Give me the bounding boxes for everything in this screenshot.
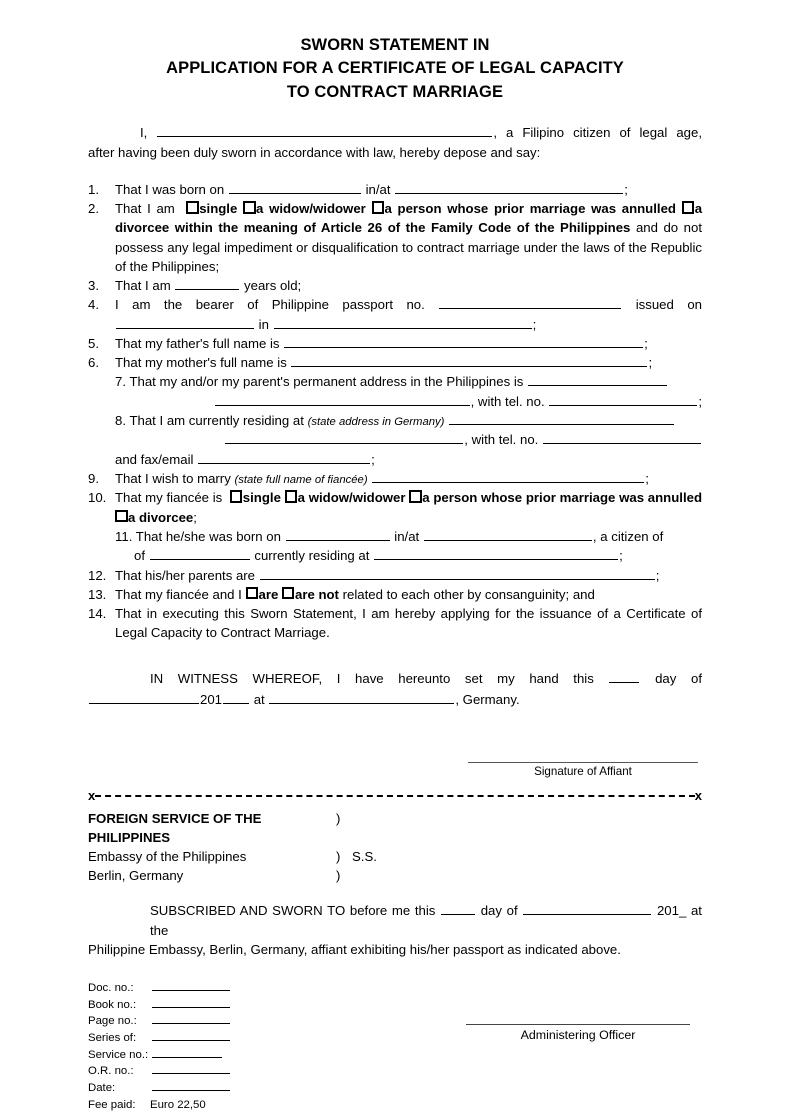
checkbox-label: a widow/widower — [297, 490, 406, 506]
subscribed-text-c: at the — [150, 902, 702, 938]
list-item-3 — [88, 276, 702, 295]
checkbox-option-fiancee-single[interactable] — [230, 490, 281, 505]
signature-line[interactable] — [468, 762, 698, 763]
blank-birth-date[interactable] — [229, 182, 361, 194]
checkbox-label: a person whose prior marriage was annulled — [384, 201, 676, 217]
witness-end: , Germany. — [455, 692, 520, 708]
blank-fiancee-residence[interactable] — [374, 548, 618, 560]
blank-passport-no[interactable] — [439, 298, 621, 310]
blank-current-tel[interactable] — [543, 433, 701, 445]
blank-permanent-address-cont[interactable] — [215, 394, 470, 406]
list-item-8 — [88, 411, 702, 469]
witness-text-b: day of — [655, 670, 702, 686]
checkbox-option-are[interactable] — [246, 587, 279, 602]
registry-label: Page no.: — [88, 1015, 137, 1028]
item-7-text-c: ; — [698, 393, 702, 409]
checkbox-icon[interactable] — [282, 587, 295, 600]
item-8-text-b: , with tel. no. — [464, 432, 539, 448]
list-item-12 — [88, 566, 702, 585]
item-2-tail: and do not possess any legal impediment or disqualification to contract marriage under the laws of the Republic of the Philippines; — [115, 220, 702, 274]
item-11-text-c: , a citizen of — [592, 529, 664, 545]
subscribed-text-b: day of — [480, 902, 518, 918]
checkbox-icon[interactable] — [243, 201, 256, 214]
blank-passport-issue-place[interactable] — [274, 317, 532, 329]
item-7-text-b: , with tel. no. — [470, 393, 545, 409]
blank-current-address[interactable] — [449, 413, 674, 425]
signature-officer-block — [466, 1024, 690, 1041]
blank-fiancee-parents[interactable] — [260, 568, 655, 580]
blank-mother-name[interactable] — [291, 355, 647, 367]
item-13-text-a: That my fiancée and I — [115, 586, 242, 602]
foreign-service-row — [88, 866, 702, 885]
item-5-text-a: That my father's full name is — [115, 335, 280, 351]
witness-at: at — [253, 692, 265, 708]
item-11-text-e: ; — [619, 548, 623, 564]
title-line-2: APPLICATION FOR A CERTIFICATE OF LEGAL CAPACITY — [166, 59, 624, 78]
item-1-text-a: That I was born on — [115, 181, 225, 197]
title-line-3: TO CONTRACT MARRIAGE — [286, 82, 504, 101]
registry-label: Date: — [88, 1082, 116, 1095]
signature-affiant-block — [468, 762, 698, 778]
bottom-block — [88, 980, 702, 1110]
list-item-4 — [88, 295, 702, 334]
signature-officer-caption: Administering Officer — [520, 1028, 636, 1043]
item-14-text: That in executing this Sworn Statement, I am hereby applying for the issuance of a Certificate of Legal Capacity to Contract Marriage. — [115, 606, 702, 641]
blank-doc-no[interactable] — [152, 981, 230, 991]
blank-fiancee-citizenship[interactable] — [150, 548, 250, 560]
item-12-text-b: ; — [655, 567, 660, 583]
witness-paragraph — [88, 669, 702, 711]
blank-service-no[interactable] — [152, 1047, 222, 1057]
embassy-label: Embassy of the Philippines — [88, 848, 247, 864]
blank-fiancee-birth-date[interactable] — [286, 529, 390, 541]
list-item-1 — [88, 180, 702, 199]
item-number: 11. — [115, 529, 133, 545]
blank-witness-day[interactable] — [609, 671, 639, 683]
subscribed-text-a: SUBSCRIBED AND SWORN TO before me this — [150, 902, 436, 918]
blank-permanent-address[interactable] — [528, 375, 667, 387]
item-9-text-a: That I wish to marry — [115, 471, 231, 486]
checkbox-option-annulled[interactable] — [372, 201, 676, 216]
list-item-7 — [88, 372, 702, 411]
blank-book-no[interactable] — [152, 997, 230, 1007]
item-12-text-a: That his/her parents are — [115, 567, 256, 583]
checkbox-label: are — [258, 586, 279, 602]
registry-row-fee — [88, 1097, 702, 1114]
blank-affiant-name[interactable] — [157, 125, 492, 137]
registry-label: Service no.: — [88, 1048, 149, 1061]
blank-page-no[interactable] — [152, 1014, 230, 1024]
blank-or-no[interactable] — [152, 1064, 230, 1074]
item-number: 9. — [88, 471, 99, 486]
registry-row — [88, 980, 702, 997]
witness-text-a: IN WITNESS WHEREOF, I have hereunto set my hand this — [150, 670, 594, 686]
list-item-10 — [88, 488, 702, 527]
item-number: 1. — [88, 181, 99, 197]
item-number: 3. — [88, 278, 99, 294]
registry-label: Series of: — [88, 1032, 137, 1045]
item-4-text-b: issued on — [635, 297, 702, 313]
checkbox-label: single — [199, 201, 238, 217]
checkbox-label: a widow/widower — [256, 201, 366, 217]
checkbox-option-single[interactable] — [186, 201, 237, 216]
item-2-text-a: That I am — [115, 201, 175, 217]
item-number: 12. — [88, 567, 107, 583]
item-8-text-c: and fax/email — [115, 451, 194, 467]
item-4-text-a: I am the bearer of Philippine passport no. — [115, 297, 425, 313]
item-9-hint: (state full name of fiancée) — [234, 474, 368, 486]
registry-row — [88, 1047, 702, 1064]
checkbox-icon[interactable] — [230, 490, 243, 503]
item-1-text-c: ; — [624, 181, 628, 197]
list-item-11 — [88, 527, 702, 566]
item-number: 8. — [115, 412, 126, 428]
item-4-text-c: in — [258, 316, 269, 332]
checkbox-label: are not — [294, 586, 339, 602]
foreign-service-label: FOREIGN SERVICE OF THE PHILIPPINES — [88, 810, 262, 845]
item-9-text-b: ; — [645, 471, 649, 486]
intro-line-2: after having been duly sworn in accordance with law, hereby depose and say: — [88, 144, 541, 160]
list-item-13 — [88, 585, 702, 604]
checkbox-option-fiancee-widow[interactable] — [285, 490, 406, 505]
item-8-text-a: That I am currently residing at — [129, 412, 304, 428]
checkbox-option-are-not[interactable] — [282, 587, 339, 602]
blank-father-name[interactable] — [284, 336, 643, 348]
item-number: 6. — [88, 355, 99, 371]
blank-current-address-cont[interactable] — [225, 433, 463, 445]
blank-fax-email[interactable] — [198, 452, 370, 464]
registry-label: Book no.: — [88, 998, 137, 1011]
blank-birth-place[interactable] — [395, 182, 623, 194]
blank-fiancee-birth-place[interactable] — [424, 529, 592, 541]
signature-line[interactable] — [466, 1024, 690, 1025]
separator-left-mark: x — [88, 787, 96, 803]
checkbox-icon[interactable] — [409, 490, 422, 503]
item-1-text-b: in/at — [365, 181, 391, 197]
list-item-5 — [88, 334, 702, 353]
checkbox-option-fiancee-annulled[interactable] — [409, 490, 702, 505]
foreign-service-row — [88, 847, 702, 866]
blank-permanent-tel[interactable] — [549, 394, 697, 406]
blank-passport-issue-date[interactable] — [116, 317, 254, 329]
item-6-text-b: ; — [648, 355, 653, 371]
city-label: Berlin, Germany — [88, 867, 184, 883]
item-7-text-a: That my and/or my parent's permanent address in the Philippines is — [129, 374, 524, 390]
checkbox-label: a person whose prior marriage was annulled — [422, 490, 703, 506]
item-8-text-d: ; — [371, 451, 375, 467]
paren-glyph: ) — [336, 810, 341, 826]
registry-row — [88, 1063, 702, 1080]
separator-right-mark: x — [694, 787, 702, 803]
blank-fiancee-name[interactable] — [372, 471, 644, 483]
cut-separator — [88, 789, 702, 802]
item-4-text-d: ; — [532, 316, 537, 332]
item-10-text-a: That my fiancée is — [115, 490, 223, 506]
list-item-14 — [88, 604, 702, 643]
item-number: 5. — [88, 335, 99, 351]
item-11-of: of — [134, 548, 145, 564]
item-number: 13. — [88, 586, 107, 602]
fee-value: Euro 22,50 — [150, 1098, 206, 1111]
item-number: 14. — [88, 606, 107, 622]
blank-subscribed-day[interactable] — [441, 903, 475, 915]
list-item-2 — [88, 199, 702, 276]
registry-row — [88, 1080, 702, 1097]
item-11-text-b: in/at — [394, 529, 420, 545]
item-3-text-b: years old; — [244, 278, 302, 294]
checkbox-icon[interactable] — [115, 510, 128, 523]
paren-glyph: ) — [336, 867, 341, 883]
registry-label: Doc. no.: — [88, 982, 134, 995]
list-item-6 — [88, 353, 702, 372]
blank-age[interactable] — [175, 278, 239, 290]
blank-witness-year-digit[interactable] — [223, 693, 249, 705]
item-13-tail: related to each other by consanguinity; and — [342, 586, 595, 602]
item-number: 10. — [88, 490, 107, 506]
registry-label: O.R. no.: — [88, 1065, 134, 1078]
checkbox-icon[interactable] — [186, 201, 199, 214]
checkbox-option-fiancee-divorcee[interactable] — [115, 510, 193, 525]
item-number: 2. — [88, 201, 99, 217]
item-number: 7. — [115, 374, 126, 390]
subscribed-line-2: Philippine Embassy, Berlin, Germany, affiant exhibiting his/her passport as indicated above. — [88, 942, 621, 958]
subscribed-year: 201_ — [656, 902, 687, 918]
registry-fields — [88, 980, 702, 1113]
foreign-service-row — [88, 809, 702, 847]
checkbox-icon[interactable] — [372, 201, 385, 214]
blank-witness-place[interactable] — [269, 693, 454, 705]
checkbox-icon[interactable] — [285, 490, 298, 503]
list-item-9 — [88, 469, 702, 488]
checkbox-icon[interactable] — [246, 587, 259, 600]
item-11-text-a: That he/she was born on — [135, 529, 281, 545]
witness-year: 201 — [200, 692, 223, 708]
intro-paragraph — [88, 123, 702, 162]
item-number: 4. — [88, 297, 99, 313]
checkbox-label: a divorcee — [128, 509, 194, 525]
blank-subscribed-month[interactable] — [523, 903, 651, 915]
paren-glyph: ) — [336, 848, 341, 864]
separator-dashed-line — [95, 795, 695, 797]
registry-row — [88, 997, 702, 1014]
checkbox-label: single — [242, 490, 281, 506]
checkbox-label: a divorcee within the meaning of Article 26 of the Family Code of the Philippines — [115, 201, 703, 236]
document-title — [88, 34, 702, 104]
blank-witness-month[interactable] — [89, 693, 199, 705]
title-line-1: SWORN STATEMENT IN — [300, 36, 490, 54]
item-8-hint: (state address in Germany) — [307, 415, 445, 428]
intro-lead-suffix: , a Filipino citizen of legal age, — [493, 125, 702, 141]
ss-label: S.S. — [352, 848, 377, 864]
foreign-service-block — [88, 809, 702, 885]
intro-lead-prefix: I, — [140, 125, 148, 141]
subscribed-paragraph — [88, 901, 702, 960]
checkbox-option-widow[interactable] — [243, 201, 366, 216]
item-10-tail: ; — [193, 509, 197, 525]
fee-label: Fee paid: — [88, 1098, 136, 1111]
blank-date[interactable] — [152, 1081, 230, 1091]
blank-series-of[interactable] — [152, 1031, 230, 1041]
signature-affiant-caption: Signature of Affiant — [534, 765, 632, 779]
sworn-statement-items — [88, 180, 702, 643]
checkbox-icon[interactable] — [682, 201, 695, 214]
item-5-text-b: ; — [644, 335, 648, 351]
item-3-text-a: That I am — [115, 278, 171, 294]
item-6-text-a: That my mother's full name is — [115, 355, 287, 371]
item-11-text-d: currently residing at — [254, 548, 370, 564]
